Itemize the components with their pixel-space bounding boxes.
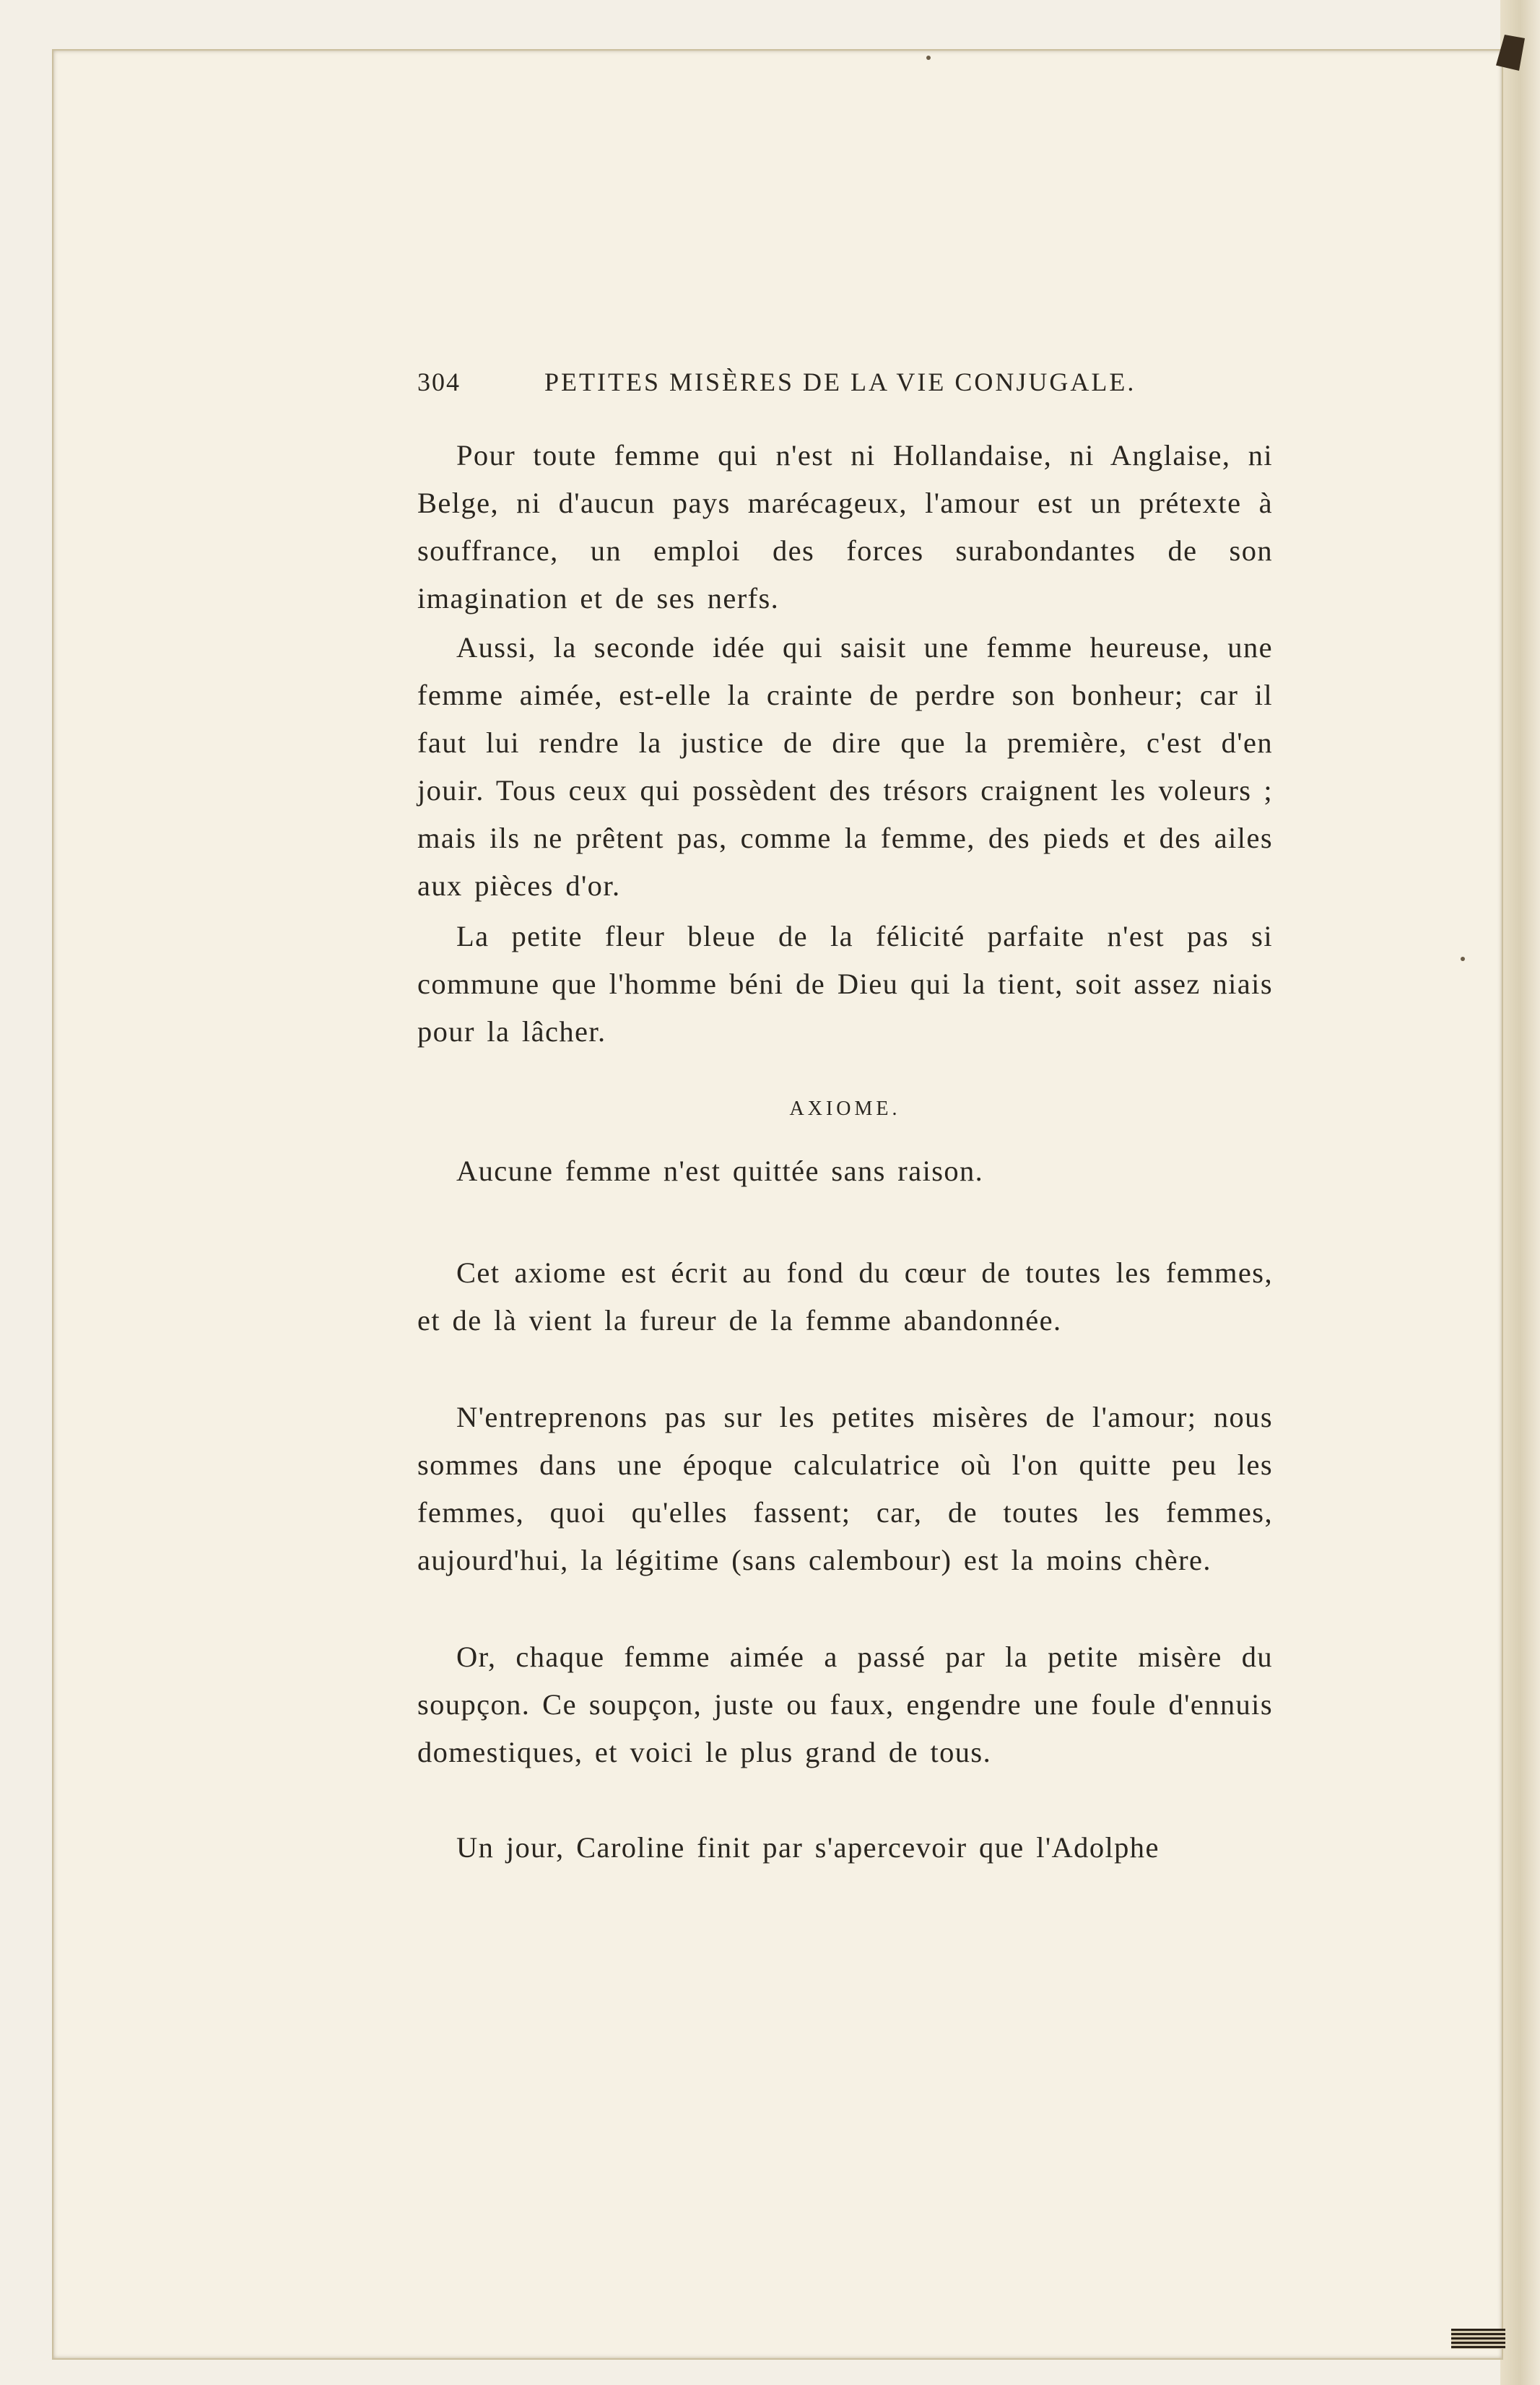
page-edge-mark xyxy=(1451,2329,1505,2349)
axiom-text: Aucune femme n'est quittée sans raison. xyxy=(456,1155,984,1187)
section-heading: AXIOME. xyxy=(789,1098,901,1120)
running-title: PETITES MISÈRES DE LA VIE CONJUGALE. xyxy=(544,368,1136,396)
paragraph: Un jour, Caroline finit par s'apercevoir que l'Adolphe xyxy=(456,1831,1160,1864)
paragraph: La petite fleur bleue de la félicité parfaite n'est pas si commune que l'homme béni de Dieu qui la tient, soit assez niais pour la lâcher. xyxy=(417,920,1273,1048)
paper-speck xyxy=(926,56,931,60)
paragraph: Aussi, la seconde idée qui saisit une femme heureuse, une femme aimée, est-elle la crainte de perdre son bonheur; car il faut lui rendre la justice de dire que la première, c'est d'en jouir. Tous ceux qui possèdent des trésors craignent les voleurs ; mais ils ne prêtent pas, comme la femme, des pieds et des ailes aux pièces d'or. xyxy=(417,631,1273,902)
paper-speck xyxy=(1461,957,1465,961)
paragraph: Cet axiome est écrit au fond du cœur de toutes les femmes, et de là vient la fureur de la femme abandonnée. xyxy=(417,1256,1273,1337)
page-number: 304 xyxy=(417,368,461,396)
paragraph: Pour toute femme qui n'est ni Hollandaise, ni Anglaise, ni Belge, ni d'aucun pays marécageux, l'amour est un prétexte à souffrance, un emploi des forces surabondantes de son imagination et de ses nerfs. xyxy=(417,439,1273,614)
paragraph: N'entreprenons pas sur les petites misères de l'amour; nous sommes dans une époque calculatrice où l'on quitte peu les femmes, quoi qu'elles fassent; car, de toutes les femmes, aujourd'hui, la légitime (sans calembour) est la moins chère. xyxy=(417,1401,1273,1576)
page-edge xyxy=(1500,0,1540,2385)
paragraph: Or, chaque femme aimée a passé par la petite misère du soupçon. Ce soupçon, juste ou faux, engendre une foule d'ennuis domestiques, et voici le plus grand de tous. xyxy=(417,1641,1273,1768)
running-head xyxy=(417,367,1168,403)
